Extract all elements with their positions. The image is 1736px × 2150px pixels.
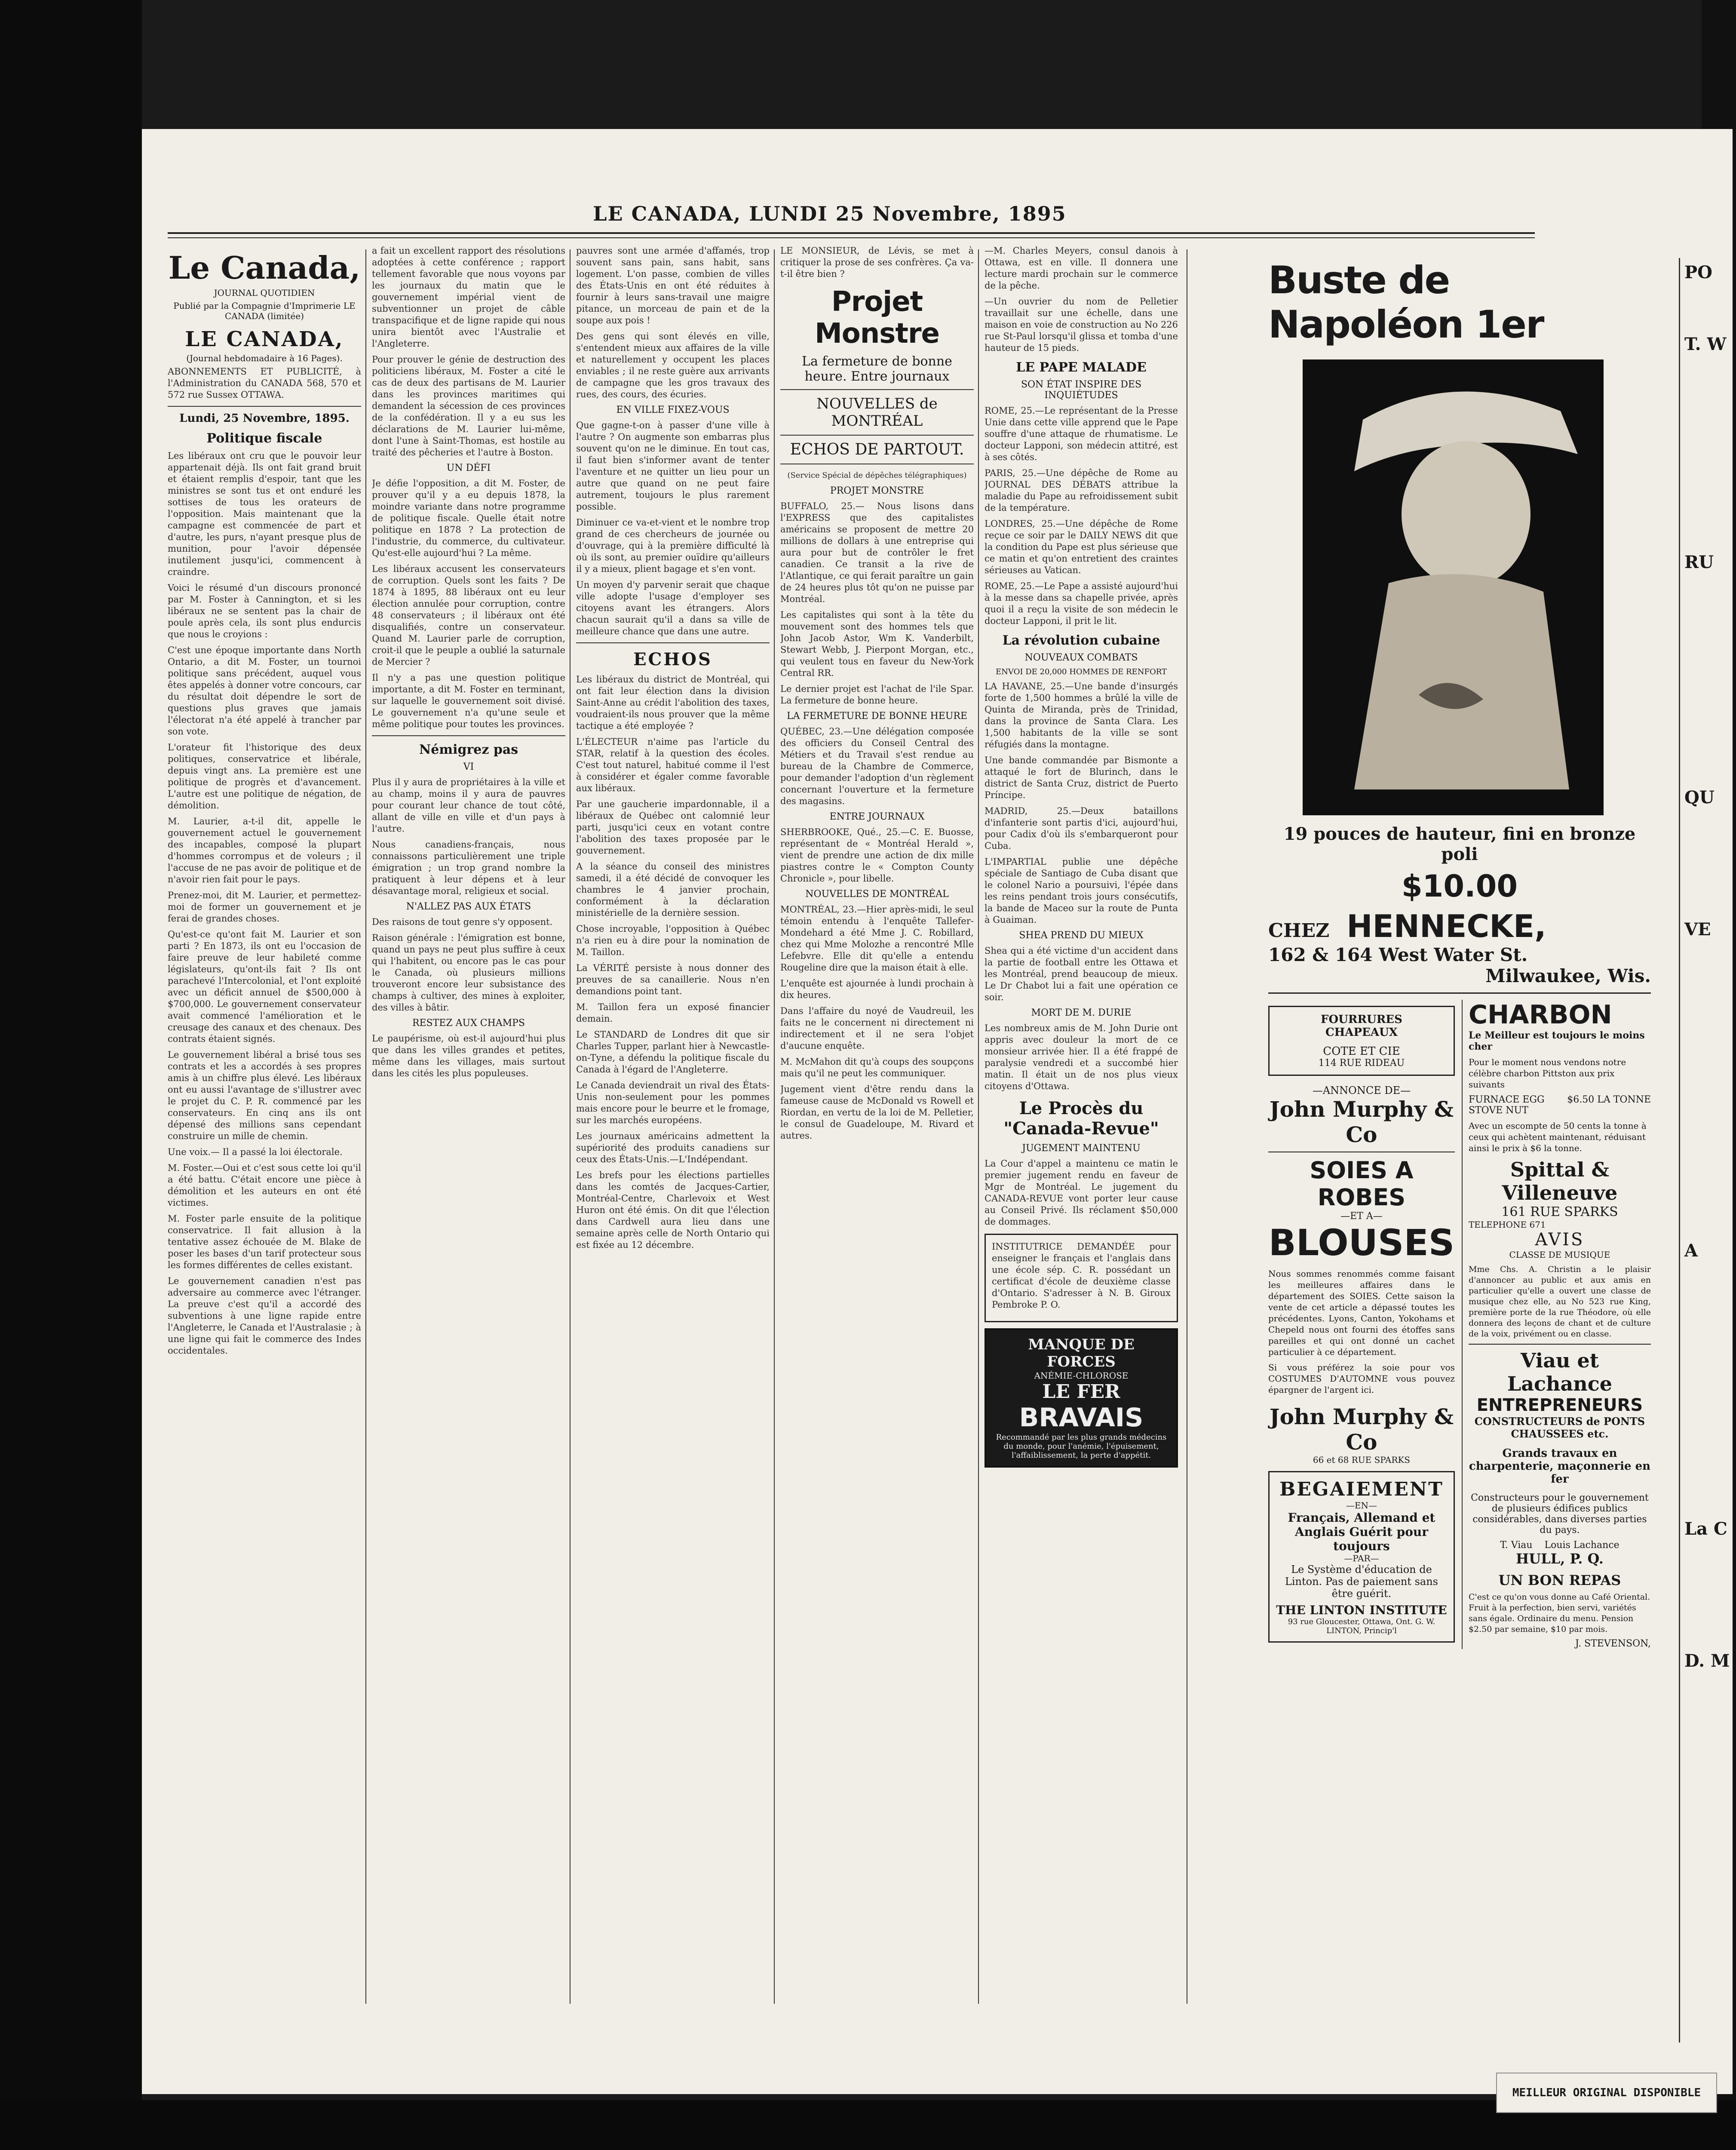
repas-signature: J. STEVENSON,	[1575, 1638, 1651, 1649]
soies-paragraph: Nous sommes renommés comme faisant les meilleures affaires dans le département des SOIES. Cette saison la vente de cet article a dépassé toutes les précédentes. Lyons, Canton, Yokohams et Chepeld nous ont fourni des étoffes sans pareilles et qui ont donné un cachet particulier à ce département.	[1268, 1268, 1455, 1357]
edge-fragment: La C	[1684, 1519, 1727, 1539]
fourrures-line3: COTE ET CIE	[1323, 1045, 1400, 1058]
article-paragraph: Prenez-moi, dit M. Laurier, et permettez-moi de former un gouvernement et je ferai de grandes choses.	[168, 890, 361, 924]
article-paragraph: LONDRES, 25.—Une dépêche de Rome reçue ce soir par le DAILY NEWS dit que la condition du Pape est plus sérieuse que ce matin et qu'on entretient des craintes sérieuses au Vatican.	[985, 519, 1178, 575]
article-subheading: JUGEMENT MAINTENU	[1022, 1143, 1141, 1154]
bravais-ad-text: Recommandé par les plus grands médecins du monde, pour l'anémie, l'épuisement, l'affaiblissement, la perte d'appétit.	[996, 1433, 1167, 1460]
hennecke-address: 162 & 164 West Water St.	[1268, 944, 1528, 965]
classified-ad	[985, 1234, 1178, 1322]
viau-paragraph: Grands travaux en charpenterie, maçonnerie en fer	[1469, 1447, 1651, 1486]
article-paragraph: La VÉRITÉ persiste à nous donner des preuves de sa canaillerie. Nous n'en demandions point tant.	[576, 963, 770, 996]
article-subheading: ENTRE JOURNAUX	[829, 811, 925, 822]
article-heading: LE PAPE MALADE	[1016, 360, 1147, 375]
divider	[168, 406, 361, 407]
spittal-address: 161 RUE SPARKS	[1501, 1204, 1618, 1219]
begaiement-title: BEGAIEMENT	[1279, 1478, 1444, 1500]
repas-title: UN BON REPAS	[1498, 1572, 1621, 1588]
bravais-ad	[985, 1328, 1178, 1468]
napoleon-price: $10.00	[1401, 869, 1518, 904]
viau-subtitle: ENTREPRENEURS	[1476, 1395, 1643, 1415]
article-paragraph: Voici le résumé d'un discours prononcé par M. Foster à Cannington, et si les libéraux ne se sentent pas la chair de poule après cela, ils sont plus endurcis que nous le croyions :	[168, 583, 361, 639]
article-paragraph: Une bande commandée par Bismonte a attaqué le fort de Blurinch, dans le district de Santa Cruz, district de Puerto Príncipe.	[985, 755, 1178, 800]
article-paragraph: pauvres sont une armée d'affamés, trop souvent sans pain, sans habit, sans logement. L'on passe, combien de villes des États-Unis en ont été réduites à fournir à leurs sans-travail une maigre pitance, un morceau de pain et de la soupe aux pois !	[576, 246, 770, 326]
column-rule	[978, 249, 979, 2004]
article-paragraph: Nous canadiens-français, nous connaissons particulièrement une triple émigration ; un trop grand nombre la pratiquent à leur dépens et à leur désavantage moral, religieux et social.	[372, 839, 565, 896]
article-paragraph: Un moyen d'y parvenir serait que chaque ville adopte l'usage d'employer ses citoyens avant les étrangers. Alors chacun saurait qu'il a dans sa ville de meilleure chance que dans une autre.	[576, 580, 770, 636]
spittal-brand: Spittal & Villeneuve	[1502, 1158, 1618, 1204]
article-paragraph: Le gouvernement canadien n'est pas adversaire au commerce avec l'étranger. La preuve c'est qu'il a accordé des subventions à une ligne rapide entre l'Angleterre, le Canada et l'Australasie ; à une ligne qui fait le commerce des Indes occidentales.	[168, 1276, 361, 1356]
viau-city: HULL, P. Q.	[1516, 1551, 1604, 1567]
begaiement-languages: Français, Allemand et Anglais Guérit pour toujours	[1288, 1511, 1435, 1553]
weekly-subtitle: (Journal hebdomadaire à 16 Pages).	[186, 353, 343, 363]
newspaper-page	[142, 129, 1733, 2094]
begaiement-system: Le Système d'éducation de Linton. Pas de paiement sans être guérit.	[1285, 1563, 1438, 1600]
column-5	[985, 245, 1178, 2021]
archive-stamp: MEILLEUR ORIGINAL DISPONIBLE	[1496, 2073, 1717, 2113]
article-paragraph: LE MONSIEUR, de Lévis, se met à critiquer la prose de ses confrères. Ça va-t-il être bien ?	[780, 246, 974, 279]
article-paragraph: Pour prouver le génie de destruction des politiciens libéraux, M. Foster a cité le cas de deux des partisans de M. Laurier dans les provinces maritimes qui demandent la sécession de ces provinces de la confédération. Il y a eu sus les déclarations de M. Laurier lui-même, dont l'une à Saint-Thomas, est hostile au traité des pêcheries et l'autre à Boston.	[372, 354, 565, 458]
avis-subtitle: CLASSE DE MUSIQUE	[1509, 1250, 1610, 1260]
article-paragraph: Je défie l'opposition, a dit M. Foster, de prouver qu'il y a eu depuis 1878, la moindre variante dans notre programme de politique fiscale. Quelle était notre politique en 1878 ? La protection de l'industrie, du commerce, du cultivateur. Qu'est-elle aujourd'hui ? La même.	[372, 478, 565, 558]
viau-subtitle-2: CONSTRUCTEURS de PONTS CHAUSSEES etc.	[1474, 1415, 1645, 1440]
page-masthead: LE CANADA, LUNDI 25 Novembre, 1895	[593, 202, 1067, 225]
viau-names: T. Viau Louis Lachance	[1500, 1540, 1619, 1551]
begaiement-en: —EN—	[1346, 1500, 1377, 1511]
article-paragraph: A la séance du conseil des ministres samedi, il a été décidé de convoquer les chambres le 4 janvier prochain, conformément à la déclaration ministérielle de la dernière session.	[576, 861, 770, 918]
murphy-address: 66 et 68 RUE SPARKS	[1313, 1455, 1411, 1465]
article-paragraph: Diminuer ce va-et-vient et le nombre trop grand de ces chercheurs de journée ou d'ouvrage, qui à la première difficulté là où ils sont, au premier ouïdire qu'ailleurs il y a mieux, plient bagage et s'en vont.	[576, 517, 770, 574]
edge-fragment: RU	[1684, 552, 1714, 572]
article-paragraph: Il n'y a pas une question politique importante, a dit M. Foster en terminant, sur laquelle le gouvernement soit divisé. Le gouvernement n'a qu'une seule et même politique pour toutes les provinces.	[372, 673, 565, 729]
edge-fragment: VE	[1684, 919, 1711, 940]
fourrures-line4: 114 RUE RIDEAU	[1318, 1058, 1405, 1069]
article-subheading: VI	[463, 762, 474, 772]
article-paragraph: Le dernier projet est l'achat de l'ile Spar. La fermeture de bonne heure.	[780, 684, 974, 706]
article-heading: ECHOS	[633, 649, 712, 670]
article-subheading: ECHOS DE PARTOUT.	[790, 441, 964, 458]
masthead-rule	[168, 232, 1535, 234]
newspaper-logo: Le Canada,	[168, 249, 361, 286]
weekly-logo: LE CANADA,	[185, 327, 344, 351]
film-border-left	[0, 0, 142, 2150]
linton-address: 93 rue Gloucester, Ottawa, Ont. G. W. LINTON, Princip'l	[1288, 1617, 1435, 1635]
article-paragraph: Jugement vient d'être rendu dans la fameuse cause de McDonald vs Rowell et Riordan, en vertu de la loi de M. Pelletier, le consul de Guadeloupe, M. Rivard et autres.	[780, 1084, 974, 1141]
article-heading: Le Procès du "Canada-Revue"	[1003, 1098, 1159, 1139]
article-subheading: EN VILLE FIXEZ-VOUS	[616, 405, 730, 415]
article-paragraph: a fait un excellent rapport des résolutions adoptées à cette conférence ; rapport tellement favorable que nous voyons par les journaux du matin que le gouvernement impérial vient de subventionner un projet de câble transpacifique et de ligne rapide qui nous unira bientôt avec l'Australie et l'Angleterre.	[372, 246, 565, 349]
article-paragraph: L'enquête est ajournée à lundi prochain à dix heures.	[780, 978, 974, 1000]
article-paragraph: Qu'est-ce qu'ont fait M. Laurier et son parti ? En 1873, ils ont eu l'occasion de faire preuve de leur habileté comme législateurs, qu'ont-ils fait ? Ils ont parachevé l'Intercolonial, et l'ont exploité avec un déficit annuel de $500,000 à $700,000. Le gouvernement conservateur avait commencé l'amélioration et le creusage des canaux et des chenaux. Des contrats étaient signés.	[168, 929, 361, 1044]
murphy-brand: John Murphy & Co	[1269, 1096, 1454, 1147]
article-subheading: PROJET MONSTRE	[830, 485, 924, 496]
fourrures-line2: CHAPEAUX	[1325, 1026, 1398, 1039]
column-rule	[774, 249, 775, 2004]
article-paragraph: —M. Charles Meyers, consul danois à Ottawa, est en ville. Il donnera une lecture mardi prochain sur le commerce de la pêche.	[985, 246, 1178, 291]
article-paragraph: M. McMahon dit qu'à coups des soupçons mais qu'il ne peut les communiquer.	[780, 1057, 974, 1078]
charbon-subtitle: Le Meilleur est toujours le moins cher	[1468, 1030, 1645, 1052]
divider	[780, 389, 974, 390]
article-subheading: LA FERMETURE DE BONNE HEURE	[786, 711, 968, 722]
edge-fragment: A	[1684, 1241, 1698, 1261]
charbon-title: CHARBON	[1468, 1000, 1612, 1030]
article-paragraph: M. Foster parle ensuite de la politique conservatrice. Il fait allusion à la tentative assez échouée de M. Blake de poser les bases d'un tarif protecteur sous les formes différentes de celles existant.	[168, 1213, 361, 1270]
article-paragraph: M. Taillon fera un exposé financier demain.	[576, 1002, 770, 1024]
bravais-ad-title: MANQUE DE FORCES	[1028, 1336, 1135, 1370]
article-subheading: MORT DE M. DURIE	[1031, 1007, 1132, 1018]
hennecke-brand: HENNECKE,	[1346, 908, 1546, 944]
fourrures-ad	[1268, 1006, 1455, 1076]
article-heading: Politique fiscale	[206, 431, 322, 446]
article-paragraph: M. Laurier, a-t-il dit, appelle le gouvernement actuel le gouvernement des incapables, composé la plupart d'hommes corrompus et de voleurs ; il l'accuse de ne pas avoir de politique et de n'avoir rien fait pour le pays.	[168, 816, 361, 885]
issue-date: Lundi, 25 Novembre, 1895.	[179, 412, 350, 425]
article-paragraph: Shea qui a été victime d'un accident dans la partie de football entre les Ottawa et les Montréal, prend beaucoup de mieux. Le Dr Chabot lui a fait une opération ce soir.	[985, 946, 1178, 1002]
bravais-ad-subtitle: ANÉMIE-CHLOROSE	[1034, 1370, 1129, 1381]
napoleon-ad-title: Buste de Napoléon 1er	[1268, 258, 1544, 347]
charbon-kinds: FURNACE EGG STOVE NUT	[1468, 1094, 1545, 1116]
article-paragraph: LA HAVANE, 25.—Une bande d'insurgés forte de 1,500 hommes a brûlé la ville de Quinta de Miranda, près de Trinidad, dans la province de Santa Clara. Les 1,500 habitants de la ville se sont réfugiés dans la montagne.	[985, 681, 1178, 749]
article-paragraph: ROME, 25.—Le représentant de la Presse Unie dans cette ville apprend que le Pape souffre d'une attaque de rhumatisme. Le docteur Lapponi, son médecin attitré, est à ses côtés.	[985, 405, 1178, 462]
viau-title: Viau et Lachance	[1507, 1349, 1613, 1395]
edge-fragment: PO	[1684, 262, 1712, 283]
edge-fragment: D. M	[1684, 1651, 1730, 1671]
charbon-paragraph: Pour le moment nous vendons notre célèbre charbon Pittston aux prix suivants	[1468, 1057, 1626, 1090]
fourrures-line1: FOURRURES	[1321, 1013, 1402, 1026]
article-paragraph: MADRID, 25.—Deux bataillons d'infanterie sont partis d'ici, aujourd'hui, pour Cadix d'où ils s'embarqueront pour Cuba.	[985, 806, 1178, 851]
article-paragraph: Plus il y aura de propriétaires à la ville et au champ, moins il y aura de pauvres pour courant leur chance de tout côté, allant de ville en ville et d'un pays à l'autre.	[372, 777, 565, 834]
article-subheading: UN DÉFI	[446, 463, 491, 473]
bust-illustration	[1303, 359, 1604, 815]
article-paragraph: Par une gaucherie impardonnable, il a libéraux de Québec ont calomnié leur parti, jusqu'ici ceux en votant contre l'abolition des taxes proposée par le gouvernement.	[576, 799, 770, 856]
article-paragraph: SHERBROOKE, Qué., 25.—C. E. Buosse, représentant de « Montréal Herald », vient de prendre une action de dix mille piastres contre le « Compton County Chronicle », pour libelle.	[780, 827, 974, 884]
service-notice: (Service Spécial de dépêches télégraphiques)	[787, 471, 967, 480]
article-paragraph: L'ÉLECTEUR n'aime pas l'article du STAR, relatif à la question des écoles. C'est tout naturel, habitué comme il l'est à considérer et égaler comme favorable aux libéraux.	[576, 737, 770, 793]
annonce-label: —ANNONCE DE—	[1312, 1084, 1411, 1096]
begaiement-par: —PAR—	[1344, 1553, 1379, 1563]
article-paragraph: M. Foster.—Oui et c'est sous cette loi qu'il a été battu. C'était encore une pièce à démolition et les auteurs en ont été victimes.	[168, 1163, 361, 1208]
logo-subtitle: JOURNAL QUOTIDIEN	[214, 288, 315, 298]
charbon-price: $6.50 LA TONNE	[1567, 1094, 1651, 1105]
article-paragraph: Que gagne-t-on à passer d'une ville à l'autre ? On augmente son embarras plus souvent qu'on ne le diminue. En tout cas, il faut bien s'informer avant de tenter l'aventure et ne quitter un lieu pour un autre que quand on ne peut faire autrement, toujours le plus rarement possible.	[576, 420, 770, 512]
article-heading: Némigrez pas	[419, 742, 518, 757]
divider	[1469, 1344, 1651, 1345]
article-paragraph: Les libéraux du district de Montréal, qui ont fait leur élection dans la division Saint-Anne au crédit l'abolition des taxes, voudraient-ils nous prouver que la même tactique a été employée ?	[576, 674, 770, 731]
avis-title: AVIS	[1535, 1230, 1585, 1250]
ads-subcol-right	[1462, 1000, 1651, 1649]
murphy-brand-2: John Murphy & Co	[1269, 1404, 1454, 1455]
article-subheading: NOUVEAUX COMBATS	[1024, 652, 1138, 663]
begaiement-ad	[1268, 1471, 1455, 1643]
article-paragraph: L'IMPARTIAL publie une dépêche spéciale de Santiago de Cuba disant que le colonel Nario a poursuivi, l'épée dans les reins pendant trois jours consécutifs, la bande de Maceo sur la route de Punta à Guaiman.	[985, 857, 1178, 925]
next-page-edge	[1679, 258, 1733, 2042]
article-paragraph: Le Canada deviendrait un rival des États-Unis non-seulement pour les pommes mais encore pour le beurre et le fromage, sur les marchés européens.	[576, 1080, 770, 1125]
masthead-rule-thin	[168, 237, 1535, 238]
article-subheading: SON ÉTAT INSPIRE DES INQUIÉTUDES	[1021, 379, 1142, 401]
article-paragraph: MONTRÉAL, 23.—Hier après-midi, le seul témoin entendu à l'enquête Tallefer-Mondehard a été Mme J. C. Robillard, chez qui Mme Molozhe a rencontré Mlle Lefebvre. Elle dit qu'elle a entendu Rougeline dire que la maison était à elle.	[780, 904, 974, 973]
article-paragraph: Des gens qui sont élevés en ville, s'entendent mieux aux affaires de la ville et naturellement y occupent les places enviables ; il ne reste guère aux arrivants de campagne que les gros travaux des rues, des cours, des écuries.	[576, 331, 770, 399]
article-paragraph: Les libéraux ont cru que le pouvoir leur appartenait déjà. Ils ont fait grand bruit et étaient remplis d'espoir, tant que les ministres se sont tus et ont enduré les sottises de tous les orateurs de l'opposition. Mais maintenant que la campagne est commencée de part et d'autre, les purs, n'ayant presque plus de munition, pour l'avoir dépensée inutilement jusqu'ici, commencent à craindre.	[168, 451, 361, 577]
subscription-notice: ABONNEMENTS ET PUBLICITÉ, à l'Administration du CANADA 568, 570 et 572 rue Sussex OTTAWA.	[168, 366, 361, 400]
article-subheading: SHEA PREND DU MIEUX	[1019, 930, 1144, 941]
article-paragraph: Les libéraux accusent les conservateurs de corruption. Quels sont les faits ? De 1874 à 1895, 88 libéraux ont eu leur élection annulée pour corruption, contre 48 conservateurs ; il libéraux ont été disqualifiés, contre un conservateur. Quand M. Laurier parle de corruption, croit-il que le peuple a oublié la saturnale de Mercier ?	[372, 564, 565, 667]
charbon-price-row	[1469, 1094, 1651, 1116]
avis-paragraph: Mme Chs. A. Christin a le plaisir d'annoncer au public et aux amis en particulier qu'elle a ouvert une classe de musique chez elle, au No 523 rue King, première porte de la rue Théodore, où elle donnera des leçons de chant et de culture de la voix, privément ou en classe.	[1468, 1265, 1651, 1339]
article-paragraph: PARIS, 25.—Une dépêche de Rome au JOURNAL DES DÉBATS attribue la maladie du Pape au refroidissement subit de la température.	[985, 468, 1178, 513]
napoleon-caption: 19 pouces de hauteur, fini en bronze poli	[1283, 824, 1636, 864]
charbon-paragraph: Avec un escompte de 50 cents la tonne à ceux qui achètent maintenant, réduisant ainsi le prix à $6 la tonne.	[1468, 1121, 1647, 1153]
article-subheading: RESTEZ AUX CHAMPS	[412, 1018, 525, 1029]
column-1	[168, 245, 361, 2021]
soies-et: —ET A—	[1340, 1211, 1383, 1222]
divider	[576, 642, 770, 643]
article-paragraph: Le STANDARD de Londres dit que sir Charles Tupper, parlant hier à Newcastle-on-Tyne, a défendu la politique fiscale du Canada à l'égard de l'Angleterre.	[576, 1029, 770, 1075]
chez-label: CHEZ	[1268, 920, 1330, 942]
column-rule	[365, 249, 366, 2004]
article-paragraph: Les nombreux amis de M. John Durie ont appris avec douleur la mort de ce monsieur arrivée hier. Il a été frappé de paralysie vendredi et a succombé hier matin. Il était un de nos plus vieux citoyens d'Ottawa.	[985, 1023, 1178, 1091]
divider	[1268, 992, 1651, 994]
article-paragraph: ROME, 25.—Le Pape a assisté aujourd'hui à la messe dans sa chapelle privée, après quoi il a reçu la visite de son médecin le docteur Lapponi, il prit le lit.	[985, 581, 1178, 626]
article-paragraph: Des raisons de tout genre s'y opposent.	[372, 917, 553, 927]
article-subheading: NOUVELLES de MONTRÉAL	[816, 395, 938, 430]
bravais-brand-line2: BRAVAIS	[1019, 1403, 1144, 1433]
article-heading: La révolution cubaine	[1002, 633, 1160, 648]
hennecke-line	[1268, 908, 1651, 944]
hennecke-city: Milwaukee, Wis.	[1485, 965, 1651, 986]
napoleon-bust-image	[1303, 359, 1604, 815]
film-border-bottom	[0, 2100, 1736, 2150]
publisher-line: Publié par la Compagnie d'Imprimerie LE CANADA (limitée)	[173, 301, 356, 321]
divider	[780, 435, 974, 436]
article-paragraph: Les capitalistes qui sont à la tête du mouvement sont des hommes tels que John Jacob Astor, Wm K. Vanderbilt, Stewart Webb, J. Pierpont Morgan, etc., qui veulent tous en faveur du New-York Central RR.	[780, 610, 974, 678]
column-3	[576, 245, 770, 2021]
classified-ad-text: INSTITUTRICE DEMANDÉE pour enseigner le français et l'anglais dans une école sép. C. R. possédant un certificat d'école de deuxième classe d'Ontario. S'adresser à N. B. Giroux Pembroke P. O.	[992, 1241, 1171, 1310]
article-paragraph: Dans l'affaire du noyé de Vaudreuil, les faits ne le concernent ni directement ni indirectement et il ne sera l'objet d'aucune enquête.	[780, 1006, 974, 1051]
divider	[372, 735, 565, 736]
article-paragraph: —Un ouvrier du nom de Pelletier travaillait sur une échelle, dans une maison en voie de construction au No 226 rue St-Paul lorsqu'il glissa et tomba d'une hauteur de 15 pieds.	[985, 296, 1178, 353]
repas-paragraph: C'est ce qu'on vous donne au Café Oriental. Fruit à la perfection, bien servi, variétés sans égale. Ordinaire du menu. Pension $2.50 par semaine, $10 par mois.	[1468, 1592, 1650, 1634]
article-paragraph: BUFFALO, 25.— Nous lisons dans l'EXPRESS que des capitalistes américains se proposent de mettre 20 millions de dollars à une entreprise qui aura pour but de contrôler le fret canadien. Ce transit a la rive de l'Atlantique, ce qui ferait paraître un gain de 24 heures plus tôt qu'on ne puisse par Montréal.	[780, 501, 974, 604]
article-subheading: La fermeture de bonne heure. Entre journaux	[802, 354, 952, 384]
article-subheading: ENVOI DE 20,000 HOMMES DE RENFORT	[996, 667, 1167, 676]
bravais-brand-line1: LE FER	[1042, 1381, 1120, 1403]
ads-subcol-left	[1268, 1000, 1455, 1649]
article-heading: Projet Monstre	[815, 286, 939, 350]
article-paragraph: C'est une époque importante dans North Ontario, a dit M. Foster, un tournoi politique sans précédent, auquel vous êtes appelés à donner votre concours, car du résultat doit dépendre le sort de questions plus graves que jamais l'électorat n'a été appelé à trancher par son vote.	[168, 645, 361, 737]
soies-title: SOIES A ROBES	[1310, 1157, 1414, 1211]
article-paragraph: QUÉBEC, 23.—Une délégation composée des officiers du Conseil Central des Métiers et du Travail s'est rendue au bureau de la Chambre de Commerce, pour demander l'adoption d'un règlement concernant l'ouverture et la fermeture des magasins.	[780, 726, 974, 806]
article-paragraph: La Cour d'appel a maintenu ce matin le premier jugement rendu en faveur de Mgr de Montréal. Le jugement du CANADA-REVUE vont porter leur cause au Conseil Privé. Ils réclament $50,000 de dommages.	[985, 1158, 1178, 1227]
ads-column	[1268, 258, 1651, 2025]
article-paragraph: Le paupérisme, où est-il aujourd'hui plus que dans les villes grandes et petites, même dans les villages, mais surtout dans les cités les plus populeuses.	[372, 1033, 565, 1078]
viau-paragraph: Constructeurs pour le gouvernement de plusieurs édifices publics considérables, dans diverses parties du pays.	[1471, 1493, 1649, 1536]
linton-title: THE LINTON INSTITUTE	[1276, 1603, 1447, 1617]
article-paragraph: Une voix.— Il a passé la loi électorale.	[168, 1147, 343, 1157]
column-4	[780, 245, 974, 2021]
article-paragraph: Le gouvernement libéral a brisé tous ses contrats et les a accordés à ses propres amis à un chiffre plus élevé. Les libéraux ont eu aussi l'avantage de s'illustrer avec le projet du C. P. R. commencé par les conservateurs. En cinq ans ils ont dépensé des millions sans cependant construire un mille de chemin.	[168, 1050, 361, 1141]
article-paragraph: Les journaux américains admettent la supériorité des produits canadiens sur ceux des États-Unis.—L'Indépendant.	[576, 1131, 770, 1164]
column-2	[372, 245, 565, 2021]
soies-paragraph: Si vous préférez la soie pour vos COSTUMES D'AUTOMNE vous pouvez épargner de l'argent ici.	[1268, 1362, 1455, 1395]
edge-fragment: QU	[1684, 787, 1715, 808]
spittal-phone: TELEPHONE 671	[1468, 1219, 1546, 1230]
article-subheading: NOUVELLES DE MONTRÉAL	[805, 889, 949, 900]
article-paragraph: Les brefs pour les élections partielles dans les comtés de Jacques-Cartier, Montréal-Centre, Charlevoix et West Huron ont été émis. On dit que l'élection dans Cardwell aura lieu dans une semaine après celle de North Ontario qui est fixée au 12 décembre.	[576, 1170, 770, 1250]
edge-fragment: T. W	[1684, 334, 1727, 354]
blouses-title: BLOUSES	[1268, 1222, 1455, 1264]
article-paragraph: Chose incroyable, l'opposition à Québec n'a rien eu à dire pour la nomination de M. Taillon.	[576, 924, 770, 957]
article-paragraph: Raison générale : l'émigration est bonne, quand un pays ne peut plus suffire à ceux qui l'habitent, ou encore pas le cas pour le Canada, où plusieurs millions trouveront encore leur subsistance des champs à cultiver, des mines à exploiter, des villes à bâtir.	[372, 933, 565, 1013]
article-subheading: N'ALLEZ PAS AUX ÉTATS	[406, 901, 531, 912]
article-paragraph: L'orateur fit l'historique des deux politiques, conservatrice et libérale, depuis vingt ans. La première est une politique de progrès et d'avancement. L'autre est une politique de négation, de démolition.	[168, 742, 361, 811]
ads-row	[1268, 1000, 1651, 1649]
